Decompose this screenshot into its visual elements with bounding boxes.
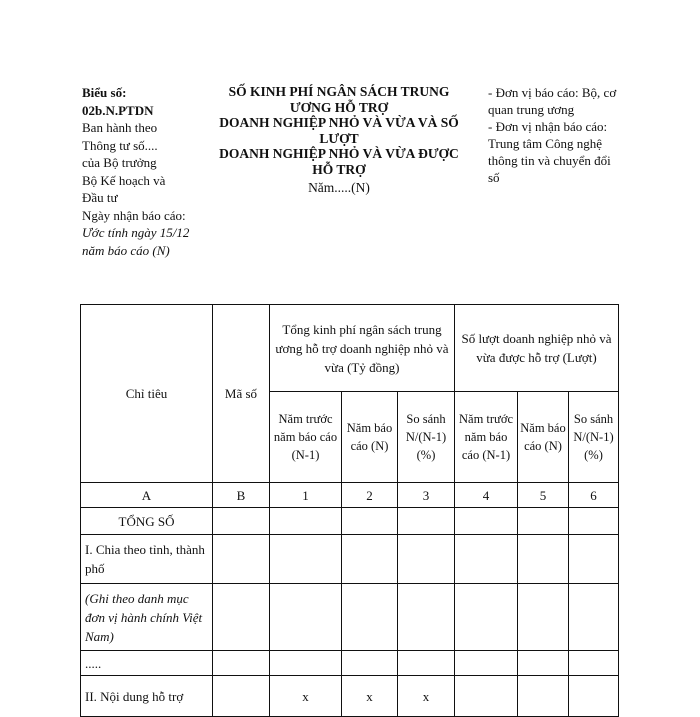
table-row [81,508,619,535]
col-prev-year: Năm trước năm báo cáo (N-1) [455,392,518,483]
table-cell [270,535,342,584]
row-label-dots: ..... [81,651,213,676]
table-cell [569,651,619,676]
table-cell [569,508,619,535]
col-compare: So sánh N/(N-1) (%) [569,392,619,483]
table-cell [342,508,398,535]
report-title [208,84,470,196]
table-cell [569,535,619,584]
table-cell [518,584,569,651]
issued-line: Ban hành theo [82,120,158,135]
table-cell [455,676,518,717]
reporting-unit: - Đơn vị báo cáo: Bộ, cơ quan trung ương [488,85,617,117]
units-info [488,84,623,186]
index-row [81,483,619,508]
issued-line: Bộ Kế hoạch và [82,172,166,188]
table-row [81,676,619,717]
table-cell [342,651,398,676]
table-cell [455,584,518,651]
col-prev-year: Năm trước năm báo cáo (N-1) [270,392,342,483]
col-report-year: Năm báo cáo (N) [342,392,398,483]
form-label: Biểu số: [82,85,127,100]
table-cell [270,508,342,535]
index-cell: 6 [569,483,619,508]
mark-cell: x [270,676,342,717]
index-cell: 2 [342,483,398,508]
row-label-total: TỔNG SỐ [81,508,213,535]
mark-cell: x [398,676,455,717]
index-cell: B [213,483,270,508]
table-row [81,584,619,651]
header-row [81,305,619,392]
table-row [81,535,619,584]
table-cell [455,535,518,584]
col-group-count: Số lượt doanh nghiệp nhỏ và vừa được hỗ trợ (Lượt) [455,305,619,392]
col-compare: So sánh N/(N-1) (%) [398,392,455,483]
index-cell: 5 [518,483,569,508]
table-cell [342,535,398,584]
table-cell [518,676,569,717]
mark-cell: x [342,676,398,717]
table-cell [213,676,270,717]
title-line: DOANH NGHIỆP NHỎ VÀ VỪA ĐƯỢC HỖ TRỢ [219,146,459,177]
table-cell [518,651,569,676]
issued-line: Đầu tư [82,190,118,205]
title-line: DOANH NGHIỆP NHỎ VÀ VỪA VÀ SỐ LƯỢT [219,115,459,146]
issued-line: Thông tư số.... [82,137,158,153]
table-cell [270,651,342,676]
table-cell [398,651,455,676]
table-cell [213,535,270,584]
table-cell [398,584,455,651]
table-cell [398,535,455,584]
col-chi-tieu: Chỉ tiêu [81,305,213,483]
table-cell [455,651,518,676]
table-cell [569,584,619,651]
table-cell [518,535,569,584]
index-cell: 1 [270,483,342,508]
col-report-year: Năm báo cáo (N) [518,392,569,483]
index-cell: 3 [398,483,455,508]
report-year: Năm.....(N) [308,180,370,195]
form-info [82,84,212,259]
table-cell [569,676,619,717]
row-label-section1: I. Chia theo tỉnh, thành phố [81,535,213,584]
table-cell [213,651,270,676]
table-cell [213,584,270,651]
table-cell [518,508,569,535]
form-code: 02b.N.PTDN [82,102,154,118]
receive-date-label: Ngày nhận báo cáo: [82,207,186,223]
receive-date-value: Ước tính ngày 15/12 năm báo cáo (N) [82,225,190,258]
table-cell [398,508,455,535]
report-table [80,304,619,717]
title-line: SỐ KINH PHÍ NGÂN SÁCH TRUNG ƯƠNG HỖ TRỢ [228,84,450,115]
table-cell [455,508,518,535]
row-label-note: (Ghi theo danh mục đơn vị hành chính Việt Nam) [81,584,213,651]
index-cell: 4 [455,483,518,508]
issued-line: của Bộ trưởng [82,155,157,170]
col-ma-so: Mã số [213,305,270,483]
table-cell [342,584,398,651]
table-row [81,651,619,676]
index-cell: A [81,483,213,508]
receiving-unit: - Đơn vị nhận báo cáo: Trung tâm Công nghệ thông tin và chuyển đổi số [488,119,611,185]
col-group-budget: Tổng kinh phí ngân sách trung ương hỗ trợ doanh nghiệp nhỏ và vừa (Tỷ đồng) [270,305,455,392]
row-label-section2: II. Nội dung hỗ trợ [81,676,213,717]
table-cell [270,584,342,651]
table-cell [213,508,270,535]
